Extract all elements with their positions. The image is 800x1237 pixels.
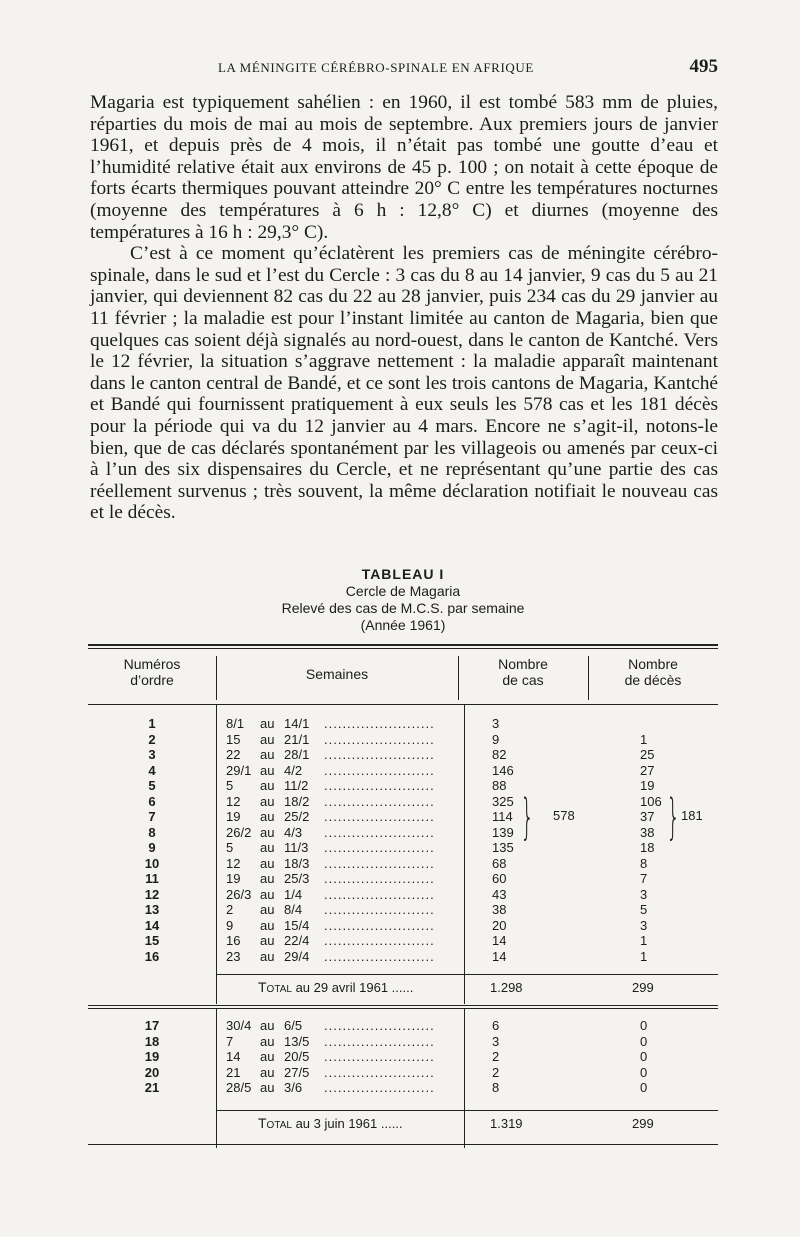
week-from: 12	[226, 855, 241, 871]
row-cas: 82	[492, 747, 507, 762]
week-connector: au	[260, 1049, 275, 1064]
header-text: Nombre	[628, 656, 678, 672]
week-connector: au	[260, 840, 275, 855]
dot-leader: ........................	[324, 824, 435, 840]
week-from: 15	[226, 731, 241, 747]
week-from: 14	[226, 1049, 241, 1064]
week-from: 16	[226, 933, 241, 948]
row-deces: 3	[640, 886, 648, 902]
row-cas: 146	[492, 762, 514, 778]
subtotal-rule	[216, 1110, 718, 1111]
row-deces: 1	[640, 933, 648, 948]
header-numeros	[88, 656, 216, 688]
total-deces: 299	[632, 980, 654, 995]
table-title: TABLEAU I	[361, 566, 445, 582]
row-week	[226, 732, 466, 748]
row-week	[226, 933, 466, 949]
week-connector: au	[260, 871, 275, 886]
row-week	[226, 918, 466, 934]
header-nombre-cas	[458, 656, 588, 688]
total-row	[88, 1116, 718, 1132]
paragraph: C’est à ce moment qu’éclatèrent les premiers cas de méningite cérébro-spinale, dans le sud et l’est du Cercle : 3 cas du 8 au 14 janvier, 9 cas du 5 au 21 janvier, qui deviennent 82 cas du 22 au 28 janvier, puis 234 cas du 29 janvier au 11 février ; la maladie est pour l’instant limitée au canton de Magaria, bien que quelques cas soient déjà signalés au nord-ouest, dans le canton de Kantché. Vers le 12 février, la situation s’aggrave nettement : la maladie apparaît maintenant dans le canton central de Bandé, et ce sont les trois cantons de Magaria, Kantché et Bandé qui fournissent pratiquement à eux seuls les 578 cas et les 181 décès pour la période qui va du 12 janvier au 4 mars. Encore ne s’agit-il, notons-le bien, que de cas déclarés spontanément par les villageois ou amenés par ceux-ci à l’un des six dispensaires du Cercle, et ne représentant qu’une partie des cas réellement survenus ; très souvent, la même déclaration notifiait le nouveau cas et le décès.	[90, 243, 718, 524]
table-row	[88, 840, 718, 856]
section-rule	[88, 1005, 718, 1006]
table-row	[88, 825, 718, 841]
week-connector: au	[260, 778, 275, 793]
data-table	[88, 644, 718, 1154]
table-caption	[88, 566, 718, 634]
header-nombre-deces	[588, 656, 718, 688]
table-subtitle: Cercle de Magaria	[345, 583, 461, 599]
row-deces: 38	[640, 824, 655, 840]
table-row	[88, 933, 718, 949]
week-to: 13/5	[284, 1033, 310, 1049]
row-cas: 325	[492, 793, 514, 809]
group-brace-deces: }	[666, 789, 681, 845]
table-row	[88, 871, 718, 887]
total-text: au 3 juin 1961 ......	[295, 1116, 403, 1131]
row-cas: 14	[492, 933, 507, 948]
row-number: 19	[144, 1049, 160, 1064]
dot-leader: ........................	[324, 1080, 435, 1095]
week-to: 1/4	[284, 886, 303, 902]
total-word: Total	[258, 1115, 292, 1131]
row-number: 5	[148, 778, 156, 793]
week-to: 25/2	[284, 809, 310, 824]
row-number: 21	[144, 1080, 160, 1095]
row-week	[226, 1049, 466, 1065]
row-cas: 9	[492, 731, 500, 747]
table-row	[88, 809, 718, 825]
row-week	[226, 856, 466, 872]
row-number: 1	[148, 716, 156, 731]
row-cas: 3	[492, 716, 500, 731]
table-row	[88, 918, 718, 934]
row-cas: 6	[492, 1018, 500, 1033]
subtotal-rule	[216, 974, 718, 975]
table-row	[88, 887, 718, 903]
week-from: 26/2	[226, 824, 252, 840]
week-connector: au	[260, 1033, 275, 1049]
dot-leader: ........................	[324, 716, 435, 731]
row-deces: 0	[640, 1018, 648, 1033]
row-deces: 1	[640, 731, 648, 747]
row-number: 18	[144, 1033, 160, 1049]
row-deces: 0	[640, 1033, 648, 1049]
row-week	[226, 763, 466, 779]
row-deces: 5	[640, 902, 648, 917]
row-deces: 25	[640, 747, 655, 762]
row-week	[226, 825, 466, 841]
dot-leader: ........................	[324, 948, 435, 964]
total-row	[88, 980, 718, 996]
row-cas: 68	[492, 855, 507, 871]
week-connector: au	[260, 1018, 275, 1033]
week-connector: au	[260, 917, 275, 933]
row-number: 7	[148, 809, 156, 824]
total-deces: 299	[632, 1116, 654, 1131]
week-from: 5	[226, 840, 234, 855]
week-connector: au	[260, 762, 275, 778]
total-cas: 1.298	[490, 980, 523, 995]
header-semaines: Semaines	[305, 666, 369, 682]
row-week	[226, 747, 466, 763]
row-deces: 3	[640, 917, 648, 933]
table-row	[88, 716, 718, 732]
table-subtitle: Relevé des cas de M.C.S. par semaine	[281, 600, 525, 616]
row-cas: 114	[492, 809, 513, 824]
week-from: 22	[226, 747, 241, 762]
header-text: d’ordre	[130, 672, 174, 688]
week-to: 22/4	[284, 933, 310, 948]
week-connector: au	[260, 1064, 275, 1080]
row-number: 17	[144, 1018, 160, 1033]
week-to: 6/5	[284, 1018, 303, 1033]
row-number: 12	[144, 886, 160, 902]
table-row	[88, 1034, 718, 1050]
week-to: 28/1	[284, 747, 310, 762]
week-to: 20/5	[284, 1049, 310, 1064]
row-deces: 8	[640, 855, 648, 871]
week-from: 21	[226, 1064, 241, 1080]
paragraph: Magaria est typiquement sahélien : en 1960, il est tombé 583 mm de pluies, réparties du mois de mai au mois de septembre. Aux premiers jours de janvier 1961, et depuis près de 4 mois, il n’était pas tombé une goutte d’eau et l’humidité relative était aux environs de 45 p. 100 ; on notait à cette époque de forts écarts thermiques pouvant atteindre 20° C entre les températures nocturnes (moyenne des températures à 6 h : 12,8° C) et diurnes (moyenne des températures à 16 h : 29,3° C).	[90, 92, 718, 243]
row-week	[226, 1080, 466, 1096]
row-deces: 37	[640, 809, 655, 824]
total-label	[258, 980, 413, 996]
row-number: 16	[144, 948, 160, 964]
table-row	[88, 732, 718, 748]
row-week	[226, 778, 466, 794]
row-week	[226, 794, 466, 810]
week-to: 4/2	[284, 762, 303, 778]
week-from: 9	[226, 917, 234, 933]
table-row	[88, 902, 718, 918]
week-to: 11/3	[284, 840, 309, 855]
row-cas: 88	[492, 778, 507, 793]
week-connector: au	[260, 1080, 275, 1095]
row-cas: 8	[492, 1080, 500, 1095]
header-text: de décès	[624, 672, 682, 688]
row-number: 13	[144, 902, 160, 917]
row-number: 14	[144, 917, 160, 933]
table-row	[88, 1018, 718, 1034]
week-to: 15/4	[284, 917, 310, 933]
week-from: 19	[226, 809, 241, 824]
week-to: 29/4	[284, 948, 310, 964]
row-week	[226, 1065, 466, 1081]
table-top-rule	[88, 648, 718, 649]
row-deces: 7	[640, 871, 648, 886]
row-cas: 2	[492, 1049, 500, 1064]
dot-leader: ........................	[324, 1064, 435, 1080]
dot-leader: ........................	[324, 855, 435, 871]
week-to: 27/5	[284, 1064, 310, 1080]
table-row	[88, 794, 718, 810]
header-text: Nombre	[498, 656, 548, 672]
table-row	[88, 763, 718, 779]
week-to: 8/4	[284, 902, 303, 917]
dot-leader: ........................	[324, 1033, 435, 1049]
dot-leader: ........................	[324, 778, 435, 793]
dot-leader: ........................	[324, 731, 435, 747]
row-week	[226, 840, 466, 856]
week-from: 23	[226, 948, 241, 964]
table-top-rule	[88, 644, 718, 646]
row-week	[226, 716, 466, 732]
row-week	[226, 1034, 466, 1050]
week-from: 30/4	[226, 1018, 252, 1033]
section-rule	[88, 1008, 718, 1009]
dot-leader: ........................	[324, 840, 435, 855]
table-row	[88, 1065, 718, 1081]
week-from: 12	[226, 793, 241, 809]
table-row	[88, 1049, 718, 1065]
week-connector: au	[260, 716, 275, 731]
row-number: 20	[144, 1064, 160, 1080]
row-number: 11	[145, 871, 159, 886]
week-from: 29/1	[226, 762, 252, 778]
week-connector: au	[260, 731, 275, 747]
page-number: 495	[689, 56, 718, 77]
total-label	[258, 1116, 403, 1132]
row-cas: 139	[492, 824, 514, 840]
week-connector: au	[260, 855, 275, 871]
row-cas: 2	[492, 1064, 500, 1080]
table-row	[88, 1080, 718, 1096]
row-deces: 0	[640, 1064, 648, 1080]
week-connector: au	[260, 747, 275, 762]
row-week	[226, 809, 466, 825]
week-to: 3/6	[284, 1080, 303, 1095]
dot-leader: ........................	[324, 871, 435, 886]
page-header	[88, 56, 718, 80]
week-from: 5	[226, 778, 234, 793]
dot-leader: ........................	[324, 933, 435, 948]
row-number: 2	[148, 731, 156, 747]
week-from: 19	[226, 871, 241, 886]
week-connector: au	[260, 948, 275, 964]
week-from: 2	[226, 902, 234, 917]
row-deces: 106	[640, 793, 662, 809]
dot-leader: ........................	[324, 809, 435, 824]
week-to: 11/2	[284, 778, 309, 793]
table-bottom-rule	[88, 1144, 718, 1145]
table-subtitle: (Année 1961)	[360, 617, 446, 633]
week-to: 18/3	[284, 855, 310, 871]
table-row	[88, 949, 718, 965]
table-row	[88, 856, 718, 872]
row-deces: 1	[640, 948, 648, 964]
row-number: 8	[148, 824, 156, 840]
row-deces: 0	[640, 1049, 648, 1064]
week-connector: au	[260, 886, 275, 902]
dot-leader: ........................	[324, 886, 435, 902]
row-number: 10	[144, 855, 160, 871]
row-number: 4	[148, 762, 156, 778]
week-to: 4/3	[284, 824, 303, 840]
row-week	[226, 949, 466, 965]
dot-leader: ........................	[324, 902, 435, 917]
row-deces: 18	[640, 840, 655, 855]
body-text	[90, 92, 718, 524]
week-connector: au	[260, 824, 275, 840]
row-cas: 14	[492, 948, 507, 964]
total-text: au 29 avril 1961 ......	[295, 980, 414, 995]
row-deces: 0	[640, 1080, 648, 1095]
row-deces: 19	[640, 778, 655, 793]
week-from: 26/3	[226, 886, 252, 902]
week-from: 8/1	[226, 716, 245, 731]
row-week	[226, 871, 466, 887]
row-number: 3	[148, 747, 156, 762]
week-to: 21/1	[284, 731, 310, 747]
header-text: de cas	[502, 672, 544, 688]
row-number: 15	[144, 933, 160, 948]
dot-leader: ........................	[324, 762, 435, 778]
week-from: 7	[226, 1033, 234, 1049]
week-connector: au	[260, 902, 275, 917]
week-connector: au	[260, 809, 275, 824]
row-cas: 135	[492, 840, 514, 855]
row-number: 6	[148, 793, 156, 809]
dot-leader: ........................	[324, 1049, 435, 1064]
row-cas: 60	[492, 871, 507, 886]
row-week	[226, 887, 466, 903]
row-deces: 27	[640, 762, 655, 778]
dot-leader: ........................	[324, 747, 435, 762]
row-week	[226, 1018, 466, 1034]
group-total-deces: 181	[681, 808, 703, 823]
running-title: LA MÉNINGITE CÉRÉBRO-SPINALE EN AFRIQUE	[218, 60, 534, 75]
week-connector: au	[260, 793, 275, 809]
week-to: 18/2	[284, 793, 310, 809]
dot-leader: ........................	[324, 917, 435, 933]
table-row	[88, 747, 718, 763]
row-number: 9	[148, 840, 156, 855]
total-cas: 1.319	[490, 1116, 523, 1131]
dot-leader: ........................	[324, 1018, 435, 1033]
header-rule	[88, 704, 718, 705]
row-cas: 38	[492, 902, 507, 917]
group-total-cas: 578	[553, 808, 575, 823]
week-connector: au	[260, 933, 275, 948]
group-brace-cas: }	[520, 789, 535, 845]
total-word: Total	[258, 979, 292, 995]
header-text: Numéros	[123, 656, 181, 672]
row-cas: 43	[492, 886, 507, 902]
week-from: 28/5	[226, 1080, 252, 1095]
week-to: 14/1	[284, 716, 310, 731]
table-row	[88, 778, 718, 794]
week-to: 25/3	[284, 871, 310, 886]
row-week	[226, 902, 466, 918]
dot-leader: ........................	[324, 793, 435, 809]
row-cas: 3	[492, 1033, 500, 1049]
row-cas: 20	[492, 917, 507, 933]
